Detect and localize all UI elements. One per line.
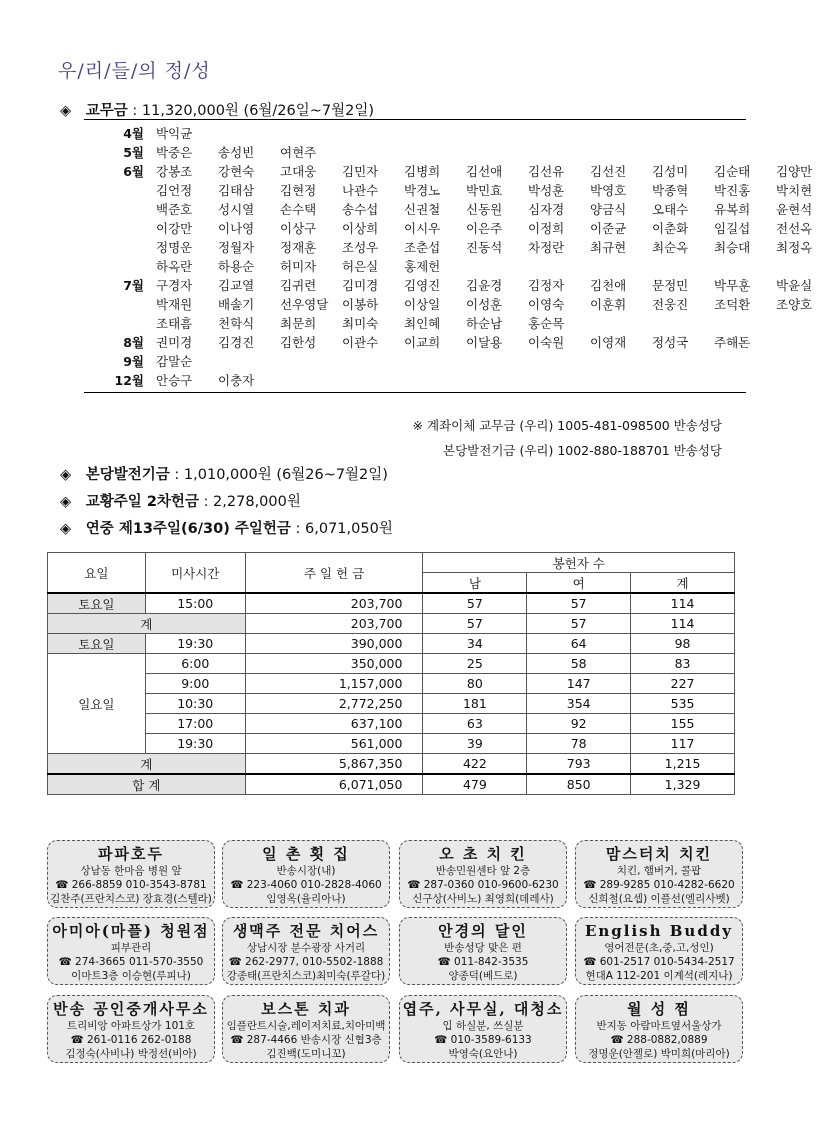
cell-total: 227 [631, 674, 735, 694]
month-names [156, 276, 813, 333]
header-time: 미사시간 [145, 553, 245, 594]
ad-line: 반지동 아람마트옆서울상가 [596, 1020, 722, 1032]
cell-subtotal: 계 [48, 614, 246, 634]
cell-female: 793 [527, 754, 631, 775]
name-line [156, 200, 813, 219]
donor-name: 김병희 [404, 164, 441, 179]
ad-owner: 신구상(사비노) 최영희(데레사) [412, 893, 554, 905]
cell-female: 850 [527, 774, 631, 795]
month-label: 7월 [123, 278, 144, 293]
ad-line: 상남시장 분수광장 사거리 [246, 942, 366, 954]
month-row [100, 371, 740, 390]
donor-name: 조태흠 [156, 316, 193, 331]
ad-phone: ☎ 223-4060 010-2828-4060 [230, 879, 382, 891]
donor-name: 이숙원 [528, 335, 565, 350]
ad-phone: ☎ 274-3665 011-570-3550 [58, 956, 204, 968]
ad-phone: ☎ 011-842-3535 [437, 956, 529, 968]
donor-name: 이훈휘 [590, 297, 627, 312]
ad-name: 반송 공인중개사무소 [53, 1000, 209, 1018]
cell-male: 479 [423, 774, 527, 795]
donor-name: 김선진 [590, 164, 627, 179]
cell-male: 57 [423, 593, 527, 614]
divider [84, 392, 746, 393]
donor-name: 정성국 [652, 335, 689, 350]
donor-name: 천학식 [218, 316, 255, 331]
donor-name: 박중은 [156, 145, 193, 160]
development-fund [60, 463, 388, 484]
ad-owner: 신희철(요셉) 이플선(엘리사벳) [588, 893, 730, 905]
fund-label: 본당발전기금 [85, 467, 170, 483]
cell-total: 1,215 [631, 754, 735, 775]
ad-owner: 김찬주(프란치스코) 장효경(스텔라) [50, 893, 212, 905]
donor-name: 김태삼 [218, 183, 255, 198]
month-names [156, 333, 751, 352]
donor-name: 심자경 [528, 202, 565, 217]
header-amount: 주 일 헌 금 [245, 553, 423, 594]
cell-total: 114 [631, 614, 735, 634]
cell-time: 6:00 [145, 654, 245, 674]
ad-owner: 박영숙(요안나) [448, 1048, 518, 1060]
name-line [156, 371, 740, 390]
ad-phone: ☎ 010-3589-6133 [434, 1034, 532, 1046]
ad-line: 반송시장(내) [276, 865, 336, 877]
ad-phone: ☎ 288-0882,0889 [610, 1034, 708, 1046]
cell-amount: 350,000 [245, 654, 423, 674]
header-day: 요일 [48, 553, 146, 594]
donor-name: 김선애 [466, 164, 503, 179]
month-label: 4월 [123, 126, 144, 141]
cell-amount: 203,700 [245, 593, 423, 614]
cell-male: 39 [423, 734, 527, 754]
donor-name: 권미경 [156, 335, 193, 350]
donor-name: 최순옥 [652, 240, 689, 255]
cell-day: 토요일 [48, 634, 146, 654]
donor-name: 감말순 [156, 354, 193, 369]
cell-time: 15:00 [145, 593, 245, 614]
cell-amount: 390,000 [245, 634, 423, 654]
month-row [100, 333, 751, 352]
donor-name: 이시우 [404, 221, 441, 236]
ad-owner: 정명운(안젤로) 박미희(마리아) [588, 1048, 730, 1060]
ad-phone: ☎ 262-2977, 010-5502-1888 [228, 956, 384, 968]
donor-name: 이영숙 [528, 297, 565, 312]
ad-phone: ☎ 266-8859 010-3543-8781 [55, 879, 207, 891]
name-line [156, 314, 740, 333]
cell-male: 63 [423, 714, 527, 734]
month-names [156, 352, 740, 371]
ad-name: 맘스터치 치킨 [605, 845, 713, 863]
cell-total: 535 [631, 694, 735, 714]
donor-name: 이강만 [156, 221, 193, 236]
donor-name: 배솔기 [218, 297, 255, 312]
header-total: 계 [631, 573, 735, 594]
donor-name: 고대웅 [280, 164, 317, 179]
ad-box [222, 840, 390, 908]
donor-name: 허은실 [342, 259, 379, 274]
donor-name: 박성훈 [528, 183, 565, 198]
donor-name: 신동원 [466, 202, 503, 217]
donor-name: 하순남 [466, 316, 503, 331]
month-label: 8월 [123, 335, 144, 350]
donor-name: 홍제헌 [404, 259, 441, 274]
cell-male: 181 [423, 694, 527, 714]
cell-total: 83 [631, 654, 735, 674]
donor-name: 김미경 [342, 278, 379, 293]
donor-name: 김천애 [590, 278, 627, 293]
ad-line: 임플란트시술,레이저치료,치아미백 [226, 1020, 386, 1032]
donor-name: 강현숙 [218, 164, 255, 179]
donor-name: 조성우 [342, 240, 379, 255]
donor-name: 이성훈 [466, 297, 503, 312]
donor-name: 신권철 [404, 202, 441, 217]
monthly-donor-list [100, 124, 813, 390]
cell-total: 98 [631, 634, 735, 654]
donor-name: 김정자 [528, 278, 565, 293]
donor-name: 최문희 [280, 316, 317, 331]
donor-name: 김윤경 [466, 278, 503, 293]
cell-total: 114 [631, 593, 735, 614]
donor-name: 김한성 [280, 335, 317, 350]
donor-name: 백준호 [156, 202, 193, 217]
ad-phone: ☎ 287-4466 반송시장 신협3층 [230, 1034, 382, 1046]
name-line [156, 219, 813, 238]
name-line [156, 181, 813, 200]
cell-male: 80 [423, 674, 527, 694]
donor-name: 송성빈 [218, 145, 255, 160]
ad-name: 안경의 달인 [438, 922, 528, 940]
account-note-gyomu: ※ 계좌이체 교무금 (우리) 1005-481-098500 반송성당 [412, 418, 722, 433]
header-donors: 봉헌자 수 [423, 553, 735, 573]
donor-name: 박윤실 [776, 278, 813, 293]
ad-line: 상남동 한마음 병원 앞 [80, 865, 182, 877]
diamond-icon: ◈ [60, 467, 72, 483]
donor-name: 홍순목 [528, 316, 565, 331]
donor-name: 이상희 [342, 221, 379, 236]
name-line [156, 143, 740, 162]
ad-box [399, 995, 567, 1063]
cell-female: 147 [527, 674, 631, 694]
donor-name: 박무훈 [714, 278, 751, 293]
donor-name: 이관수 [342, 335, 379, 350]
cell-time: 9:00 [145, 674, 245, 694]
cell-male: 34 [423, 634, 527, 654]
donor-name: 하용순 [218, 259, 255, 274]
diamond-icon: ◈ [60, 494, 72, 510]
month-row [100, 276, 813, 333]
donor-name: 주해돈 [714, 335, 751, 350]
ad-owner: 김정숙(사비나) 박정선(비아) [65, 1048, 197, 1060]
donor-name: 김양만 [776, 164, 813, 179]
month-label: 5월 [123, 145, 144, 160]
cell-female: 64 [527, 634, 631, 654]
donor-name: 김현정 [280, 183, 317, 198]
ad-box [399, 840, 567, 908]
donor-name: 윤현석 [776, 202, 813, 217]
month-label: 6월 [123, 164, 144, 179]
cell-female: 57 [527, 614, 631, 634]
donor-name: 김순태 [714, 164, 751, 179]
donor-name: 정명운 [156, 240, 193, 255]
ad-box [222, 995, 390, 1063]
ad-phone: ☎ 601-2517 010-5434-2517 [583, 956, 735, 968]
donor-name: 최승대 [714, 240, 751, 255]
cell-female: 92 [527, 714, 631, 734]
donor-name: 차정란 [528, 240, 565, 255]
donor-name: 구경자 [156, 278, 193, 293]
donor-name: 하옥란 [156, 259, 193, 274]
donor-name: 김선유 [528, 164, 565, 179]
donor-name: 안승구 [156, 373, 193, 388]
ad-box [575, 995, 743, 1063]
gyomu-offering [60, 99, 374, 120]
donor-name: 선우영달 [280, 297, 329, 312]
cell-male: 422 [423, 754, 527, 775]
ad-name: 오 초 치 킨 [439, 845, 527, 863]
cell-grand-total: 합 계 [48, 774, 246, 795]
name-line [156, 257, 740, 276]
donor-name: 문정민 [652, 278, 689, 293]
month-row [100, 143, 740, 162]
name-line [156, 352, 740, 371]
donor-name: 오태수 [652, 202, 689, 217]
header-male: 남 [423, 573, 527, 594]
name-line [156, 276, 813, 295]
ad-owner: 현대A 112-201 이계석(레지나) [585, 970, 733, 982]
ad-owner: 임영옥(율리아나) [266, 893, 346, 905]
table-row [48, 714, 735, 734]
ad-line: 반송성당 맞은 편 [444, 942, 522, 954]
donor-name: 김민자 [342, 164, 379, 179]
ad-box [47, 840, 215, 908]
table-row [48, 774, 735, 795]
donor-name: 박민효 [466, 183, 503, 198]
name-line [156, 124, 740, 143]
sunday-collection [60, 517, 393, 538]
donor-name: 이은주 [466, 221, 503, 236]
donor-name: 최규현 [590, 240, 627, 255]
donor-name: 정월자 [218, 240, 255, 255]
month-row [100, 352, 740, 371]
ad-phone: ☎ 289-9285 010-4282-6620 [583, 879, 735, 891]
ad-owner: 양종덕(베드로) [448, 970, 518, 982]
donor-name: 이달용 [466, 335, 503, 350]
ad-box [47, 995, 215, 1063]
table-row [48, 754, 735, 775]
ad-owner: 이마트3층 이승현(루피나) [71, 970, 191, 982]
name-line [156, 333, 751, 352]
ad-line: 트리비앙 아파트상가 101호 [66, 1020, 196, 1032]
cell-amount: 637,100 [245, 714, 423, 734]
donor-name: 최미숙 [342, 316, 379, 331]
cell-amount: 203,700 [245, 614, 423, 634]
ad-name: 보스톤 치과 [261, 1000, 351, 1018]
second-collection [60, 490, 301, 511]
cell-amount: 2,772,250 [245, 694, 423, 714]
ad-name: 아미아(마플) 청원점 [52, 922, 210, 940]
cell-day: 토요일 [48, 593, 146, 614]
donor-name: 손수택 [280, 202, 317, 217]
sunday-label: 연중 제13주일(6/30) 주일헌금 [85, 521, 291, 537]
donor-name: 나관수 [342, 183, 379, 198]
ad-phone: ☎ 261-0116 262-0188 [70, 1034, 192, 1046]
donor-name: 양금식 [590, 202, 627, 217]
donor-name: 박재원 [156, 297, 193, 312]
month-row [100, 162, 813, 276]
month-names [156, 143, 740, 162]
sunday-value: : 6,071,050원 [295, 521, 393, 537]
donor-name: 이봉하 [342, 297, 379, 312]
donor-name: 성시열 [218, 202, 255, 217]
ad-name: 엽주, 사무실, 대청소 [402, 1000, 564, 1018]
ad-name: 월 성 찜 [627, 1000, 691, 1018]
cell-total: 1,329 [631, 774, 735, 795]
ad-box [399, 917, 567, 985]
donor-name: 조덕환 [714, 297, 751, 312]
ad-line: 영어전문(초,중,고,성인) [604, 942, 714, 954]
ad-box [47, 917, 215, 985]
cell-amount: 561,000 [245, 734, 423, 754]
cell-male: 57 [423, 614, 527, 634]
donor-name: 이준균 [590, 221, 627, 236]
donor-name: 김성미 [652, 164, 689, 179]
table-row [48, 593, 735, 614]
month-names [156, 371, 740, 390]
ad-line: 반송민원센타 앞 2층 [435, 865, 531, 877]
ad-owner: 김진백(도미니꼬) [266, 1048, 346, 1060]
cell-subtotal: 계 [48, 754, 246, 775]
donor-name: 유복희 [714, 202, 751, 217]
donor-name: 이정희 [528, 221, 565, 236]
donor-name: 이상일 [404, 297, 441, 312]
month-label: 12월 [114, 373, 144, 388]
fund-value: : 1,010,000원 (6월26~7월2일) [174, 467, 388, 483]
donor-name: 최정옥 [776, 240, 813, 255]
donor-name: 정재훈 [280, 240, 317, 255]
table-row [48, 654, 735, 674]
donor-name: 이충자 [218, 373, 255, 388]
offering-table [47, 552, 735, 795]
diamond-icon: ◈ [60, 521, 72, 537]
table-header-row [48, 553, 735, 573]
donor-name: 박종혁 [652, 183, 689, 198]
table-row [48, 634, 735, 654]
name-line [156, 162, 813, 181]
donor-name: 조춘섭 [404, 240, 441, 255]
table-row [48, 694, 735, 714]
donor-name: 김경진 [218, 335, 255, 350]
ad-box [222, 917, 390, 985]
ad-name: 일 촌 횟 집 [262, 845, 350, 863]
donor-name: 허미자 [280, 259, 317, 274]
cell-total: 155 [631, 714, 735, 734]
cell-time: 19:30 [145, 734, 245, 754]
donor-name: 김언정 [156, 183, 193, 198]
cell-time: 10:30 [145, 694, 245, 714]
ad-phone: ☎ 287-0360 010-9600-6230 [407, 879, 559, 891]
donor-name: 최인혜 [404, 316, 441, 331]
donor-name: 박영호 [590, 183, 627, 198]
donor-name: 박경노 [404, 183, 441, 198]
donor-name: 조양호 [776, 297, 813, 312]
gyomu-label: 교무금 [85, 103, 128, 119]
donor-name: 여현주 [280, 145, 317, 160]
cell-time: 19:30 [145, 634, 245, 654]
name-line [156, 238, 813, 257]
donor-name: 이상구 [280, 221, 317, 236]
page-title: 우/리/들/의 정/성 [58, 60, 211, 82]
month-names [156, 162, 813, 276]
ad-box [575, 917, 743, 985]
table-row [48, 734, 735, 754]
donor-name: 박치현 [776, 183, 813, 198]
cell-male: 25 [423, 654, 527, 674]
donor-name: 전선옥 [776, 221, 813, 236]
cell-time: 17:00 [145, 714, 245, 734]
cell-day: 일요일 [48, 654, 146, 754]
divider [84, 119, 746, 120]
gyomu-value: : 11,320,000원 (6월/26일~7월2일) [132, 103, 375, 119]
cell-female: 58 [527, 654, 631, 674]
ad-name: English Buddy [584, 922, 734, 940]
cell-total: 117 [631, 734, 735, 754]
diamond-icon: ◈ [60, 103, 72, 119]
donor-name: 박익균 [156, 126, 193, 141]
table-row [48, 614, 735, 634]
cell-female: 57 [527, 593, 631, 614]
cell-amount: 1,157,000 [245, 674, 423, 694]
header-female: 여 [527, 573, 631, 594]
donor-name: 진동석 [466, 240, 503, 255]
cell-female: 354 [527, 694, 631, 714]
ad-box [575, 840, 743, 908]
donor-name: 김영진 [404, 278, 441, 293]
month-names [156, 124, 740, 143]
donor-name: 임길섭 [714, 221, 751, 236]
ad-line: 입 하실분, 쓰실분 [442, 1020, 524, 1032]
donor-name: 이교희 [404, 335, 441, 350]
donor-name: 이춘화 [652, 221, 689, 236]
donor-name: 김귀련 [280, 278, 317, 293]
donor-name: 강봉조 [156, 164, 193, 179]
donor-name: 박진홍 [714, 183, 751, 198]
cell-amount: 5,867,350 [245, 754, 423, 775]
donor-name: 김교열 [218, 278, 255, 293]
table-row [48, 674, 735, 694]
donor-name: 전웅진 [652, 297, 689, 312]
donor-name: 이영재 [590, 335, 627, 350]
account-note-fund: 본당발전기금 (우리) 1002-880-188701 반송성당 [443, 443, 722, 458]
second-value: : 2,278,000원 [203, 494, 301, 510]
donor-name: 송수섭 [342, 202, 379, 217]
ad-line: 치킨, 햄버거, 콜팝 [616, 865, 702, 877]
name-line [156, 295, 813, 314]
ad-name: 파파호두 [98, 845, 164, 863]
month-row [100, 124, 740, 143]
donor-name: 이나영 [218, 221, 255, 236]
cell-female: 78 [527, 734, 631, 754]
cell-amount: 6,071,050 [245, 774, 423, 795]
ad-name: 생맥주 전문 치어스 [232, 922, 380, 940]
ad-owner: 강종태(프란치스코)최미숙(루갈다) [226, 970, 386, 982]
ad-line: 피부관리 [110, 942, 152, 954]
second-label: 교황주일 2차헌금 [85, 494, 199, 510]
month-label: 9월 [123, 354, 144, 369]
